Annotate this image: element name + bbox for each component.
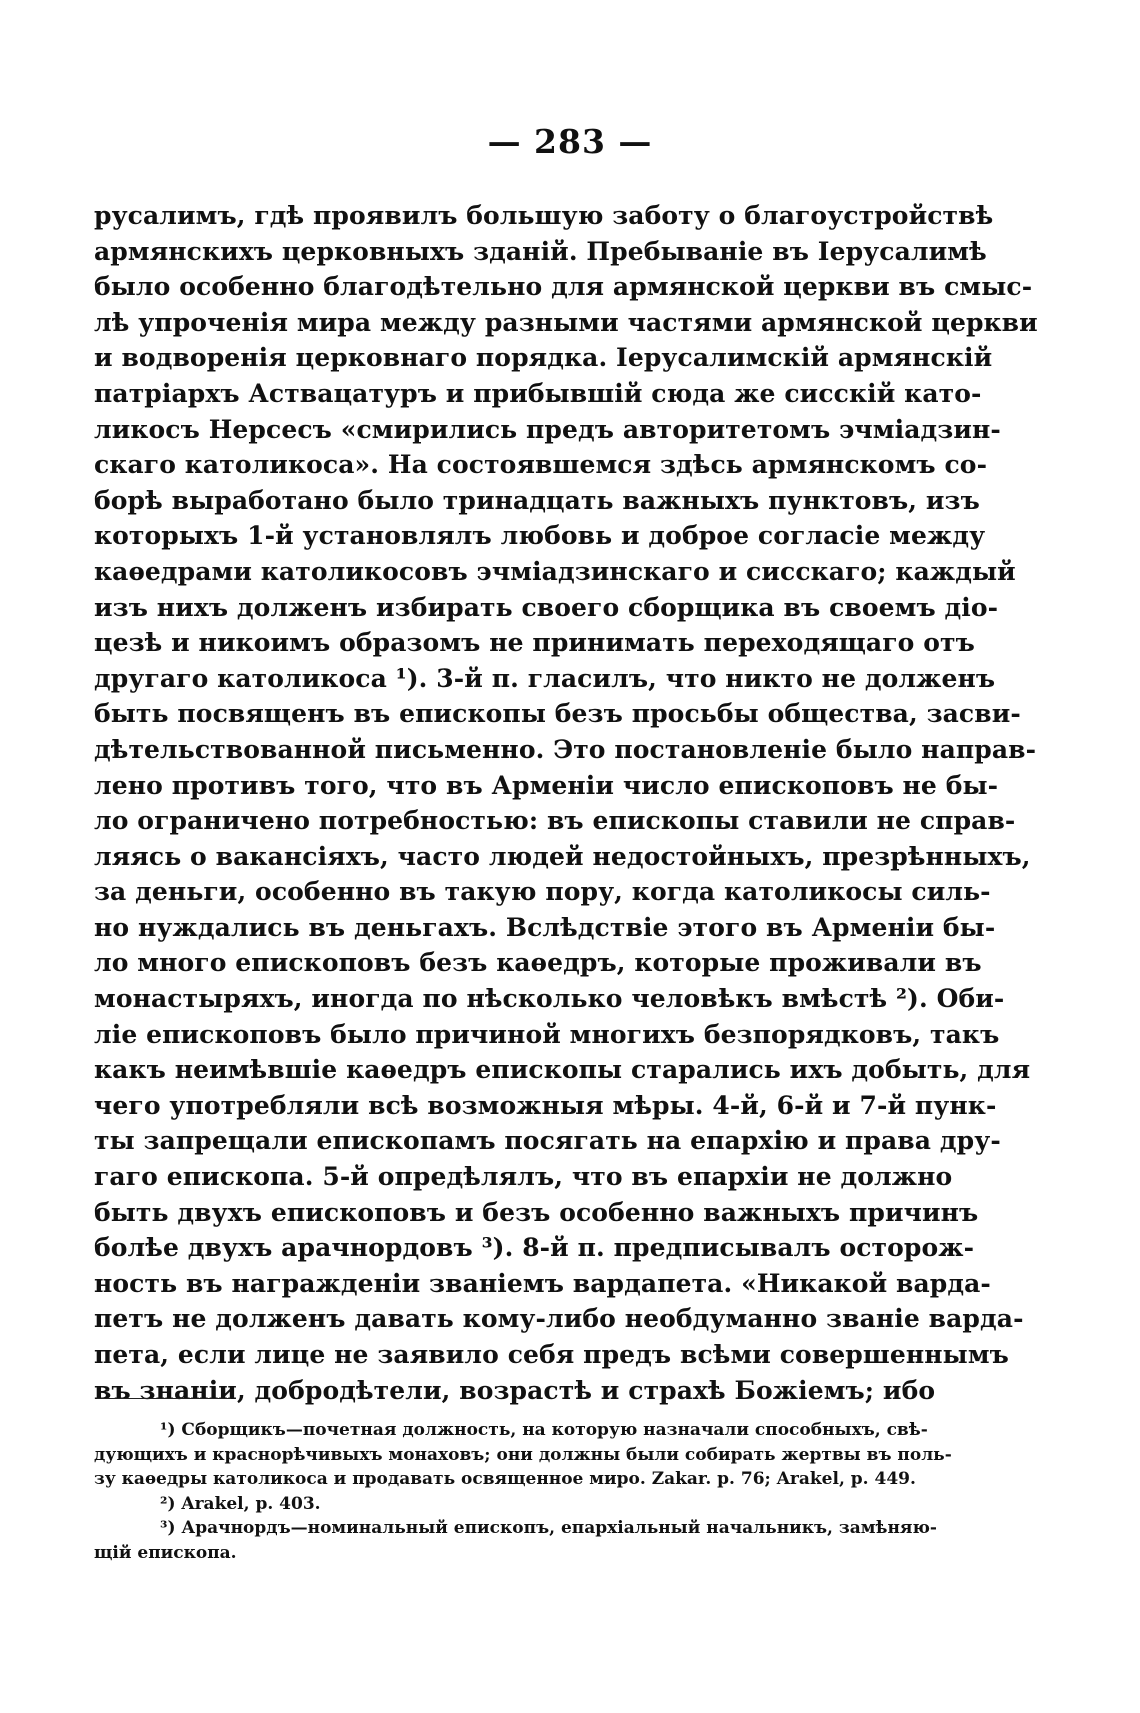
footnote-line: ²) Arakel, p. 403. <box>160 1493 321 1514</box>
body-line: быть посвященъ въ епископы безъ просьбы общества, засви- <box>94 699 1021 729</box>
body-line: русалимъ, гдѣ проявилъ большую заботу о благоустройствѣ <box>94 201 994 230</box>
page-number: — 283 — <box>487 122 653 161</box>
body-line: борѣ выработано было тринадцать важныхъ пунктовъ, изъ <box>94 485 980 515</box>
body-line: лѣ упроченія мира между разными частями армянской церкви <box>94 307 1038 337</box>
footnote-line: щій епископа. <box>94 1542 237 1563</box>
body-line: цезѣ и никоимъ образомъ не принимать переходящаго отъ <box>94 628 975 658</box>
body-line: дѣтельствованной письменно. Это постановленіе было направ- <box>94 734 1037 764</box>
body-line: болѣе двухъ арачнордовъ ³). 8-й п. предписывалъ осторож- <box>94 1233 975 1263</box>
body-line: скаго католикоса». На состоявшемся здѣсь армянскомъ со- <box>94 450 988 480</box>
body-line: какъ неимѣвшіе каѳедръ епископы старались ихъ добыть, для <box>94 1055 1031 1085</box>
body-line: ло ограничено потребностью: въ епископы ставили не справ- <box>94 806 1016 836</box>
footnote-line: дующихъ и краснорѣчивыхъ монаховъ; они должны были собирать жертвы въ поль- <box>94 1444 952 1465</box>
footnotes <box>94 1418 952 1565</box>
body-line: гаго епископа. 5-й опредѣлялъ, что въ епархіи не должно <box>94 1162 953 1192</box>
body-line: лено противъ того, что въ Арменіи число епископовъ не бы- <box>94 770 999 800</box>
footnote-line: ¹) Сборщикъ—почетная должность, на которую назначали способныхъ, свѣ- <box>160 1420 928 1440</box>
body-line: ляясь о вакансіяхъ, часто людей недостойныхъ, презрѣнныхъ, <box>94 841 1031 871</box>
body-line: и водворенія церковнаго порядка. Іерусалимскій армянскій <box>94 343 993 373</box>
body-line: монастыряхъ, иногда по нѣсколько человѣкъ вмѣстѣ ²). Оби- <box>94 984 1005 1014</box>
body-line: было особенно благодѣтельно для армянской церкви въ смыс- <box>94 272 1033 302</box>
body-line: другаго католикоса ¹). 3-й п. гласилъ, что никто не долженъ <box>94 663 996 693</box>
body-line: ликосъ Нерсесъ «смирились предъ авторитетомъ эчміадзин- <box>94 414 1001 444</box>
body-line: каѳедрами католикосовъ эчміадзинскаго и сисскаго; каждый <box>94 556 1016 586</box>
body-line: ліе епископовъ было причиной многихъ безпорядковъ, такъ <box>94 1019 1000 1049</box>
body-line: въ знаніи, добродѣтели, возрастѣ и страхѣ Божіемъ; ибо <box>94 1375 936 1405</box>
footnote-line: зу каѳедры католикоса и продавать освященное миро. Zakar. p. 76; Arakel, p. 449. <box>94 1469 916 1489</box>
body-line: изъ нихъ долженъ избирать своего сборщика въ своемъ діо- <box>94 592 999 622</box>
footnote-line: ³) Арачнордъ—номинальный епископъ, епархіальный начальникъ, замѣняю- <box>160 1518 937 1538</box>
body-line: ло много епископовъ безъ каѳедръ, которые проживали въ <box>94 948 982 978</box>
body-line: патріархъ Аствацатуръ и прибывшій сюда же сисскій като- <box>94 378 982 408</box>
body-line: но нуждались въ деньгахъ. Вслѣдствіе этого въ Арменіи бы- <box>94 912 996 942</box>
body-line: быть двухъ епископовъ и безъ особенно важныхъ причинъ <box>94 1197 979 1227</box>
body-line: петъ не долженъ давать кому-либо необдуманно званіе варда- <box>94 1304 1024 1334</box>
footnote-separator <box>97 1398 231 1399</box>
body-line: ты запрещали епископамъ посягать на епархію и права дру- <box>94 1126 1001 1156</box>
body-line: за деньги, особенно въ такую пору, когда католикосы силь- <box>94 877 991 907</box>
body-text <box>94 198 1038 1408</box>
body-line: пета, если лице не заявило себя предъ всѣми совершеннымъ <box>94 1340 1009 1369</box>
body-line: чего употребляли всѣ возможныя мѣры. 4-й, 6-й и 7-й пунк- <box>94 1090 997 1120</box>
body-line: армянскихъ церковныхъ зданій. Пребываніе въ Іерусалимѣ <box>94 236 987 266</box>
body-line: ность въ награжденіи званіемъ вардапета. «Никакой варда- <box>94 1268 991 1298</box>
body-line: которыхъ 1-й установлялъ любовь и доброе согласіе между <box>94 521 986 551</box>
